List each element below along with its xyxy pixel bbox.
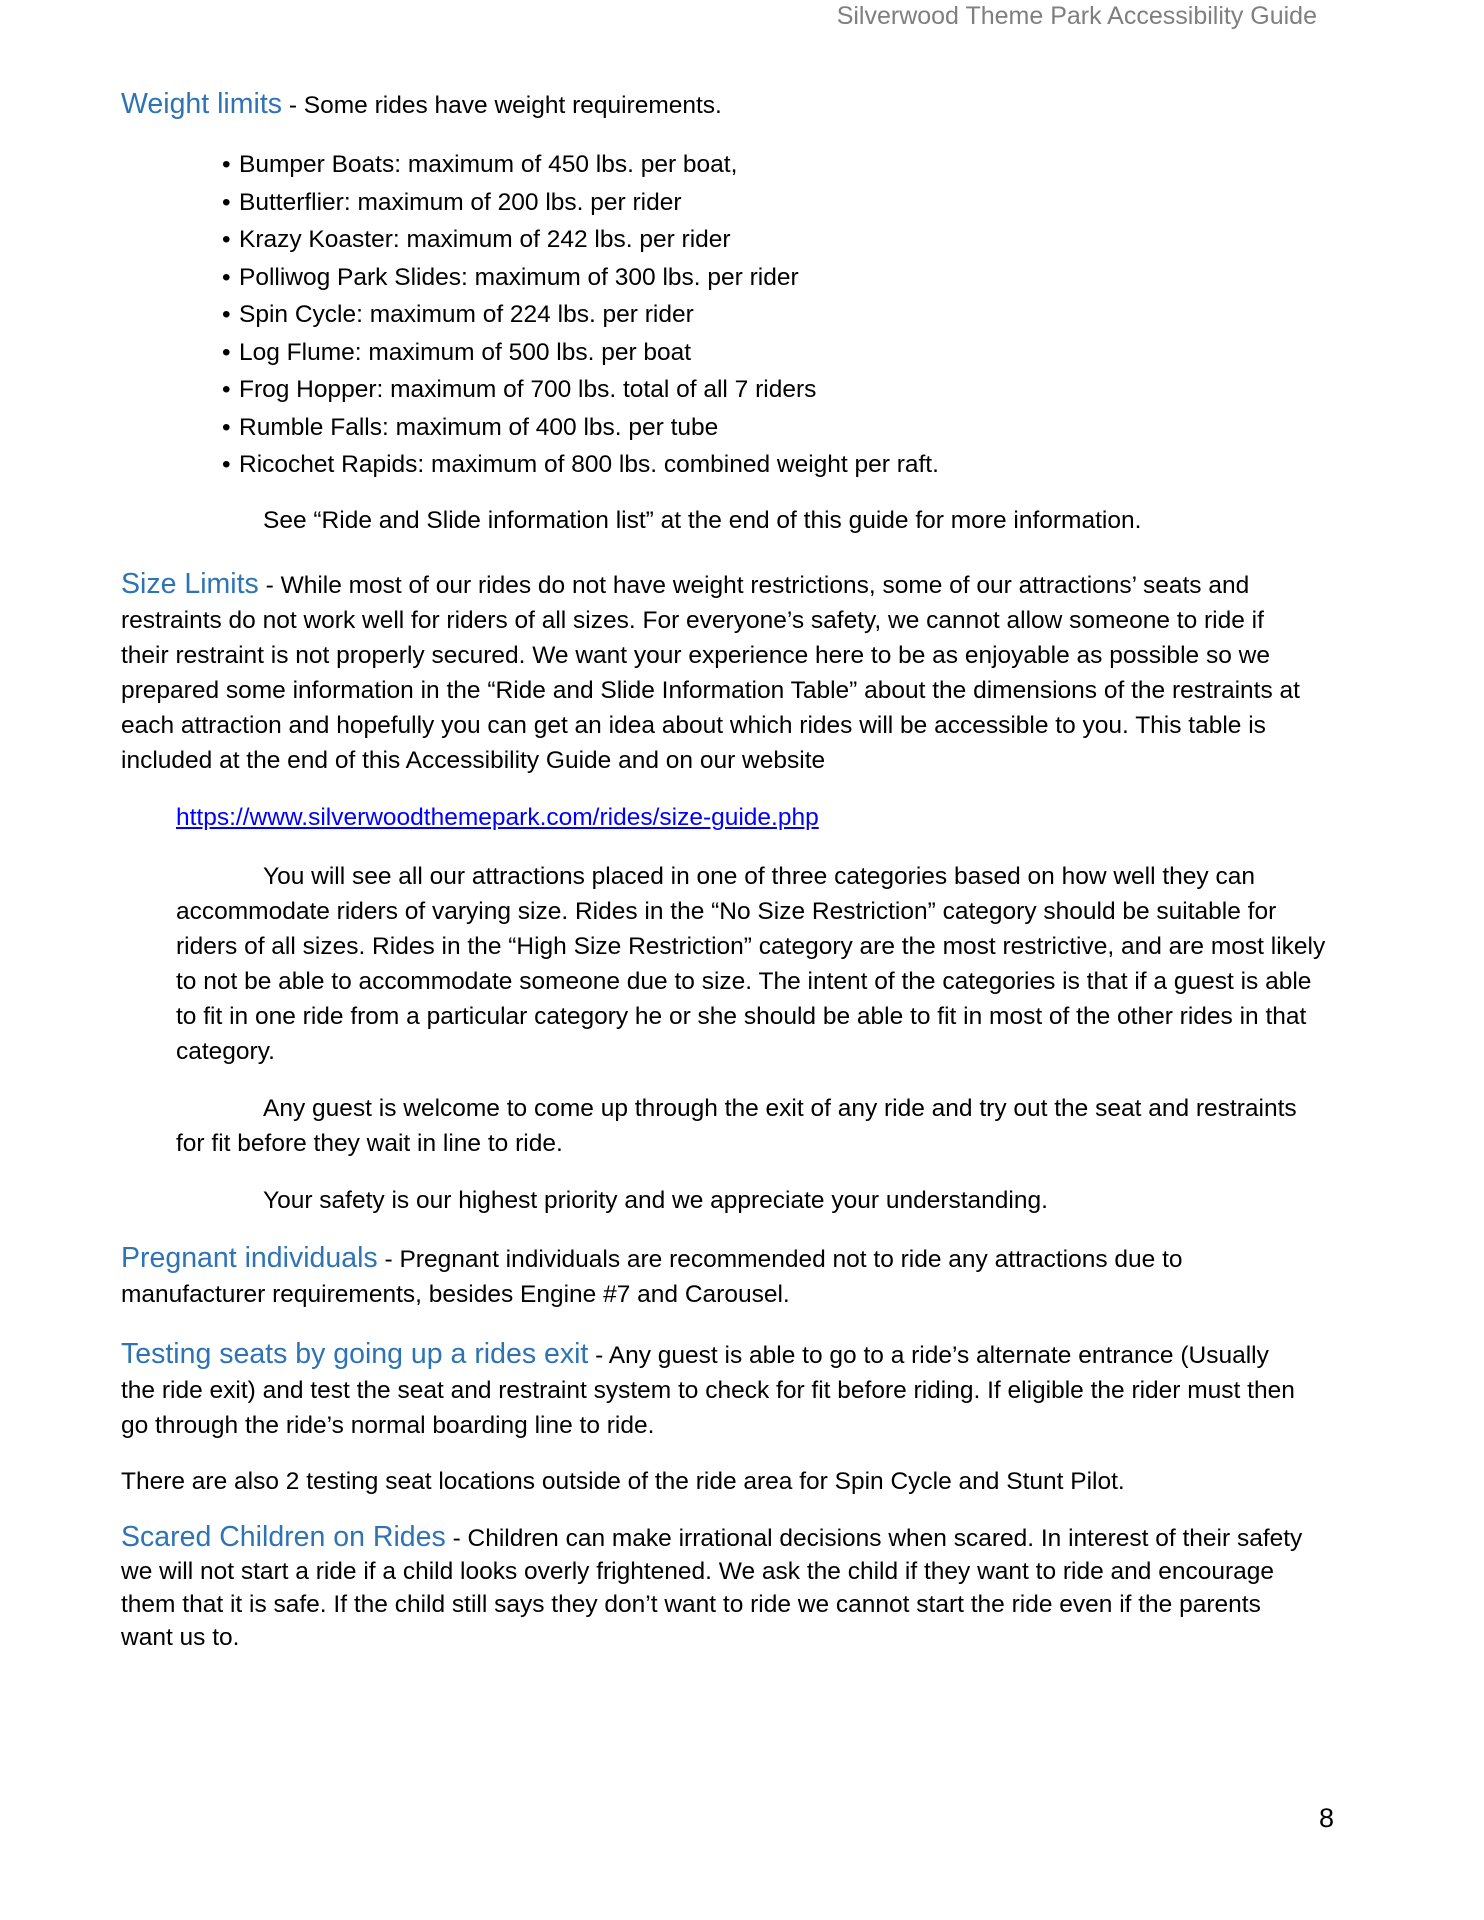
size-limits-body: - While most of our rides do not have weight restrictions, some of our attractions’ seats and restraints do not work well for riders of all sizes. For everyone’s safety, we cannot allow someone to ride if their restraint is not properly secured. We want your experience here to be as enjoyable as possible so we prepared some information in the “Ride and Slide Information Table” about the dimensions of the restraints at each attraction and hopefully you can get an idea about which rides will be accessible to you. This table is included at the end of this Accessibility Guide and on our website <box>121 572 1300 774</box>
safety-paragraph: Your safety is our highest priority and we appreciate your understanding. <box>263 1187 1048 1214</box>
weight-limits-see-also: See “Ride and Slide information list” at the end of this guide for more information. <box>263 507 1142 534</box>
testing-locations-paragraph: There are also 2 testing seat locations outside of the ride area for Spin Cycle and Stunt Pilot. <box>121 1468 1125 1495</box>
page-header: Silverwood Theme Park Accessibility Guide <box>836 2 1317 30</box>
weight-limits-intro: - Some rides have weight requirements. <box>282 92 722 119</box>
list-item: • Krazy Koaster: maximum of 242 lbs. per rider <box>222 221 939 259</box>
list-item: • Rumble Falls: maximum of 400 lbs. per tube <box>222 409 939 447</box>
list-item: • Ricochet Rapids: maximum of 800 lbs. combined weight per raft. <box>222 446 939 484</box>
list-item: • Log Flume: maximum of 500 lbs. per boat <box>222 334 939 372</box>
weight-limits-section <box>121 87 1321 123</box>
try-out-paragraph: Any guest is welcome to come up through the exit of any ride and try out the seat and restraints for fit before they wait in line to ride. <box>176 1095 1297 1157</box>
list-item: • Butterflier: maximum of 200 lbs. per rider <box>222 184 939 222</box>
size-categories-paragraph: You will see all our attractions placed in one of three categories based on how well they can accommodate riders of varying size. Rides in the “No Size Restriction” category should be suitable for riders of all sizes. Rides in the “High Size Restriction” category are the most restrictive, and are most likely to not be able to accommodate someone due to size. The intent of the categories is that if a guest is able to fit in one ride from a particular category he or she should be able to fit in most of the other rides in that category. <box>176 863 1326 1065</box>
testing-seats-heading: Testing seats by going up a rides exit <box>121 1338 589 1370</box>
scared-children-heading: Scared Children on Rides <box>121 1521 446 1553</box>
list-item: • Spin Cycle: maximum of 224 lbs. per rider <box>222 296 939 334</box>
scared-children-body: - Children can make irrational decisions when scared. In interest of their safety we will not start a ride if a child looks overly frightened. We ask the child if they want to ride and encourage them that it is safe. If the child still says they don’t want to ride we cannot start the ride even if the parents want us to. <box>121 1525 1303 1651</box>
pregnant-body: - Pregnant individuals are recommended not to ride any attractions due to manufacturer requirements, besides Engine #7 and Carousel. <box>121 1246 1183 1308</box>
testing-seats-body: - Any guest is able to go to a ride’s alternate entrance (Usually the ride exit) and test the seat and restraint system to check for fit before riding. If eligible the rider must then go through the ride’s normal boarding line to ride. <box>121 1342 1295 1439</box>
size-guide-link[interactable]: https://www.silverwoodthemepark.com/rides/size-guide.php <box>176 804 819 831</box>
weight-limits-list <box>222 146 939 484</box>
size-limits-heading: Size Limits <box>121 568 259 600</box>
pregnant-section <box>121 1241 1321 1312</box>
pregnant-heading: Pregnant individuals <box>121 1242 378 1274</box>
list-item: • Polliwog Park Slides: maximum of 300 lbs. per rider <box>222 259 939 297</box>
weight-limits-heading: Weight limits <box>121 88 283 120</box>
scared-children-section <box>121 1521 1311 1654</box>
list-item: • Frog Hopper: maximum of 700 lbs. total of all 7 riders <box>222 371 939 409</box>
testing-seats-section <box>121 1337 1301 1443</box>
list-item: • Bumper Boats: maximum of 450 lbs. per boat, <box>222 146 939 184</box>
page-number: 8 <box>1319 1803 1335 1833</box>
size-limits-section <box>121 567 1316 778</box>
